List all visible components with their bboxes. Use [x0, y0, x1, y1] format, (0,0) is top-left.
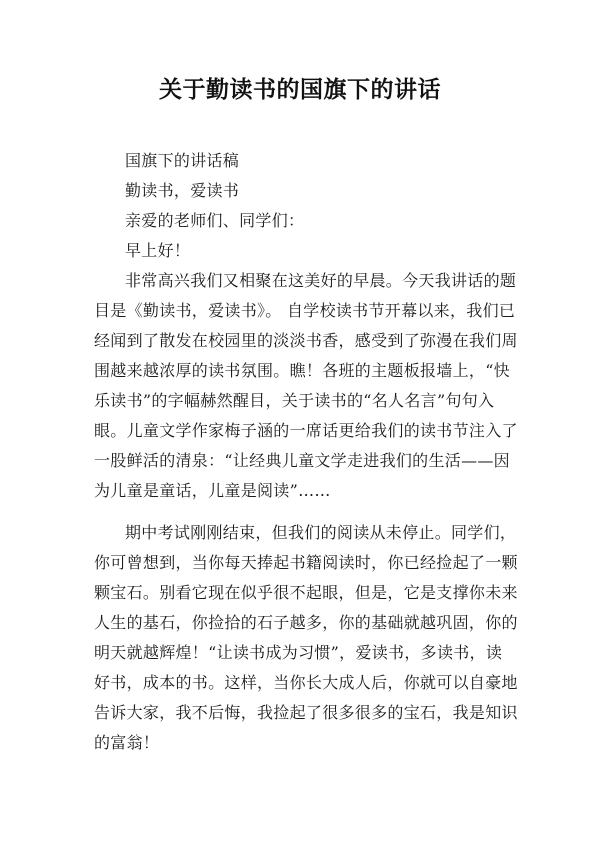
paragraph-line: 的富翁！ [94, 733, 160, 752]
paragraph-line: 眼。儿童文学作家梅子涵的一席话更给我们的读书节注入了 [94, 421, 518, 440]
paragraph-line: 明天就越辉煌！“让读书成为习惯”，爱读书，多读书，读 [94, 643, 503, 662]
paragraph-line: 目是《勤读书，爱读书》。 自学校读书节开幕以来，我们已 [94, 301, 516, 320]
paragraph-line: 经闻到了散发在校园里的淡淡书香，感受到了弥漫在我们周 [94, 331, 518, 350]
paragraph-line: 为儿童是童话，儿童是阅读”…… [94, 481, 331, 500]
intro-line: 国旗下的讲话稿 [125, 151, 240, 170]
intro-line: 勤读书，爱读书 [125, 181, 240, 200]
paragraph-line: 颗宝石。别看它现在似乎很不起眼，但是，它是支撑你未来 [94, 583, 518, 602]
paragraph-1 [94, 266, 524, 506]
paragraph-line: 人生的基石，你捡拾的石子越多，你的基础就越巩固，你的 [94, 613, 518, 632]
paragraph-line: 好书，成本的书。这样，当你长大成人后，你就可以自豪地 [94, 673, 518, 692]
paragraph-line: 告诉大家，我不后悔，我捡起了很多很多的宝石，我是知识 [94, 703, 518, 722]
paragraph-2 [94, 518, 524, 758]
document-body [94, 146, 524, 758]
paragraph-line: 期中考试刚刚结束，但我们的阅读从未停止。同学们， [125, 523, 517, 542]
intro-line: 早上好！ [125, 241, 191, 260]
intro-line: 亲爱的老师们、同学们： [125, 211, 305, 230]
paragraph-gap [94, 506, 524, 518]
paragraph-line: 你可曾想到，当你每天捧起书籍阅读时，你已经捡起了一颗 [94, 553, 518, 572]
paragraph-line: 围越来越浓厚的读书氛围。瞧！各班的主题板报墙上，“快 [94, 361, 510, 380]
paragraph-line: 乐读书”的字幅赫然醒目，关于读书的“名人名言”句句入 [94, 391, 495, 410]
document-title: 关于勤读书的国旗下的讲话 [159, 76, 441, 103]
paragraph-line: 一股鲜活的清泉：“让经典儿童文学走进我们的生活——因 [94, 451, 510, 470]
paragraph-line: 非常高兴我们又相聚在这美好的早晨。今天我讲话的题 [125, 271, 517, 290]
